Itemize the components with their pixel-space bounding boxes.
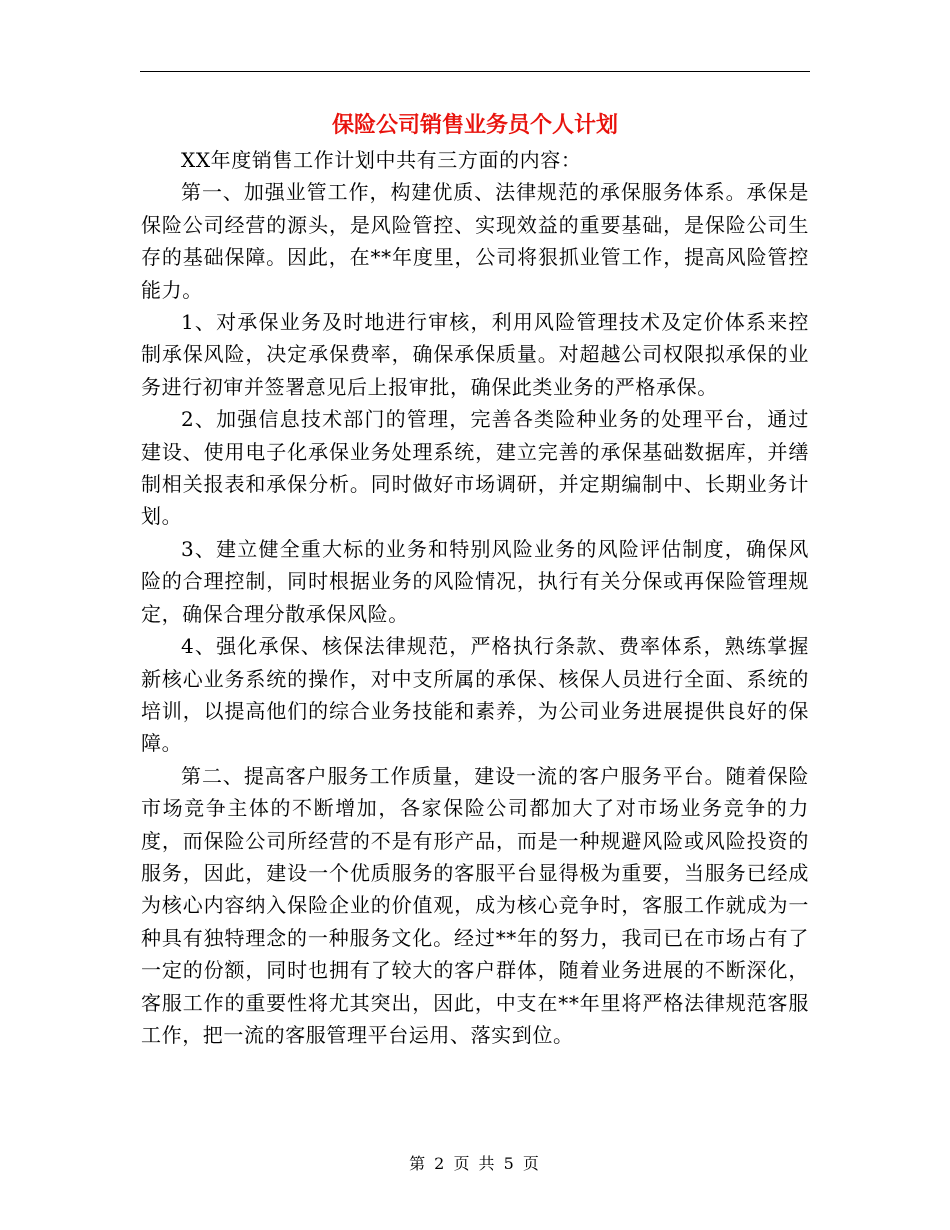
- paragraph-item-3: 3、建立健全重大标的业务和特别风险业务的风险评估制度，确保风险的合理控制，同时根据业务的风险情况，执行有关分保或再保险管理规定，确保合理分散承保风险。: [141, 536, 809, 626]
- paragraph-item-4: 4、强化承保、核保法律规范，严格执行条款、费率体系，熟练掌握新核心业务系统的操作，对中支所属的承保、核保人员进行全面、系统的培训，以提高他们的综合业务技能和素养，为公司业务进展提供良好的保障。: [141, 634, 809, 756]
- paragraph-item-1: 1、对承保业务及时地进行审核，利用风险管理技术及定价体系来控制承保风险，决定承保费率，确保承保质量。对超越公司权限拟承保的业务进行初审并签署意见后上报审批，确保此类业务的严格承保。: [141, 310, 809, 399]
- document-title: 保险公司销售业务员个人计划: [331, 113, 618, 138]
- paragraph-part-two: 第二、提高客户服务工作质量，建设一流的客户服务平台。随着保险市场竞争主体的不断增加，各家保险公司都加大了对市场业务竞争的力度，而保险公司所经营的不是有形产品，而是一种规避风险或风险投资的服务，因此，建设一个优质服务的客服平台显得极为重要，当服务已经成为核心内容纳入保险企业的价值观，成为核心竞争时，客服工作就成为一种具有独特理念的一种服务文化。经过**年的努力，我司已在市场占有了一定的份额，同时也拥有了较大的客户群体，随着业务进展的不断深化，客服工作的重要性将尤其突出，因此，中支在**年里将严格法律规范客服工作，把一流的客服管理平台运用、落实到位。: [141, 763, 809, 1047]
- paragraph-intro: XX年度销售工作计划中共有三方面的内容：: [181, 148, 582, 172]
- paragraph-part-one: 第一、加强业管工作，构建优质、法律规范的承保服务体系。承保是保险公司经营的源头，是风险管控、实现效益的重要基础，是保险公司生存的基础保障。因此，在**年度里，公司将狠抓业管工作，提高风险管控能力。: [141, 180, 809, 302]
- paragraph-item-2: 2、加强信息技术部门的管理，完善各类险种业务的处理平台，通过建设、使用电子化承保业务处理系统，建立完善的承保基础数据库，并缮制相关报表和承保分析。同时做好市场调研，并定期编制中、长期业务计划。: [141, 407, 809, 529]
- page-number-footer: 第 2 页 共 5 页: [409, 1154, 541, 1173]
- document-body: [141, 144, 809, 1051]
- header-rule: [140, 71, 810, 72]
